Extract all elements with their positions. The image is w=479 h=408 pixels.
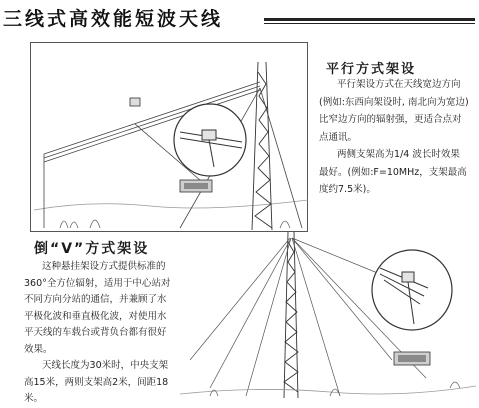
inverted-v-illustration <box>180 228 476 400</box>
page-header <box>0 0 479 36</box>
inverted-v-drawing <box>180 228 476 400</box>
section2-paragraph: 这种悬挂架设方式提供标准的360°全方位辐射，适用于中心站对不同方向分站的通信，并兼顾了水平极化波和垂直极化波，对使用水平天线的车载台或背负台都有很好效果。 <box>24 261 171 355</box>
section2-heading: 倒“V”方式架设 <box>34 241 150 257</box>
header-rule-thin <box>264 23 475 24</box>
central-mast <box>284 232 298 398</box>
parallel-install-drawing <box>30 42 308 232</box>
section2-body <box>24 259 174 408</box>
section1-body <box>319 76 469 199</box>
section1-paragraph: 两侧支架高为1/4 波长时效果最好。(例如:F=10MHz，支架最高度约7.5米)。 <box>319 149 467 195</box>
section2-paragraph: 天线长度为30米时，中央支架高15米，两则支架高2米，间距18米。 <box>24 360 169 404</box>
page-title: 三线式高效能短波天线 <box>3 8 224 30</box>
section1-paragraph: 平行架设方式在天线宽边方向(例如:东西向架设时, 南北向为宽边)比窄边方向的辐射强，更适合点对点通讯。 <box>319 79 469 143</box>
header-rule <box>264 18 475 21</box>
parallel-install-illustration <box>30 42 308 232</box>
section1-heading: 平行方式架设 <box>326 62 417 77</box>
